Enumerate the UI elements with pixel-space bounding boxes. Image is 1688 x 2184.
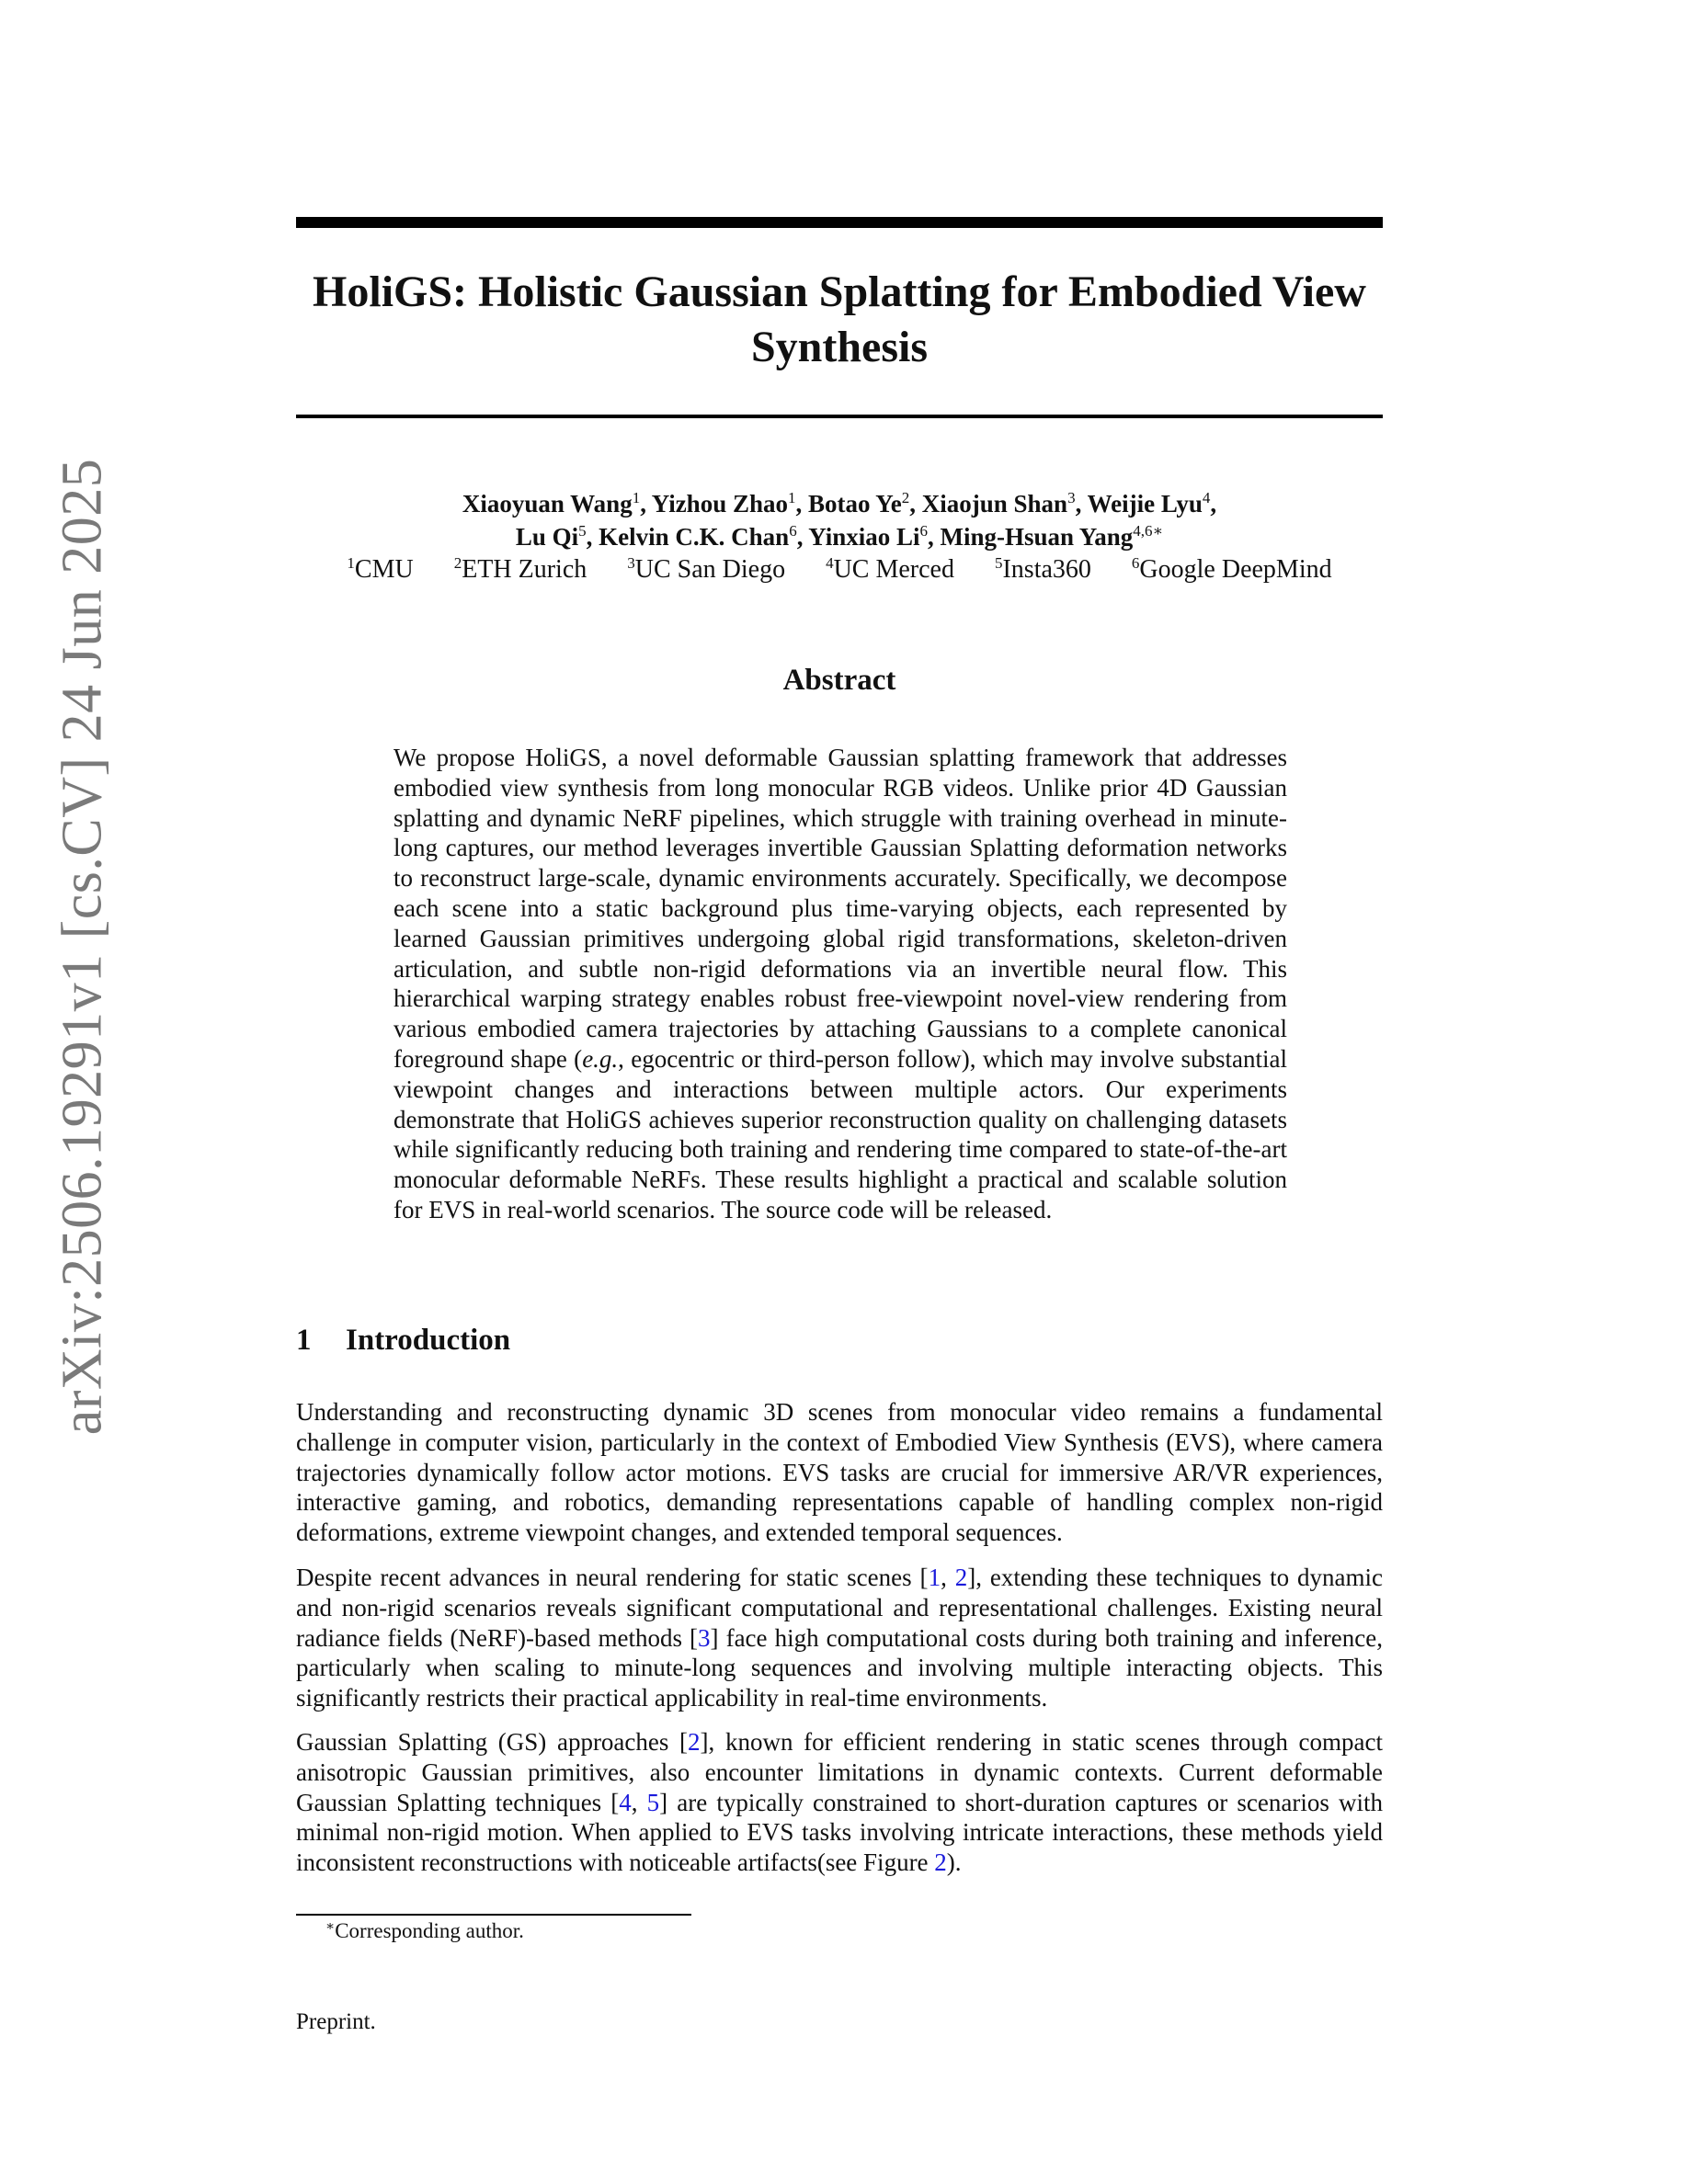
paragraph-text: , (631, 1788, 647, 1816)
abstract-eg: e.g. (582, 1044, 619, 1073)
title-rule-top (296, 217, 1383, 228)
affiliation (995, 553, 1091, 586)
author-affil-mark: 3 (1067, 489, 1076, 506)
affiliation-name: UC Merced (833, 555, 954, 584)
abstract-heading: Abstract (782, 664, 896, 697)
affiliation-mark: 3 (627, 554, 635, 572)
affiliation-mark: 4 (826, 554, 834, 572)
affiliation (454, 553, 587, 586)
section-heading (296, 1324, 510, 1358)
citation-link[interactable]: 4 (619, 1788, 632, 1816)
citation-link[interactable]: 3 (698, 1623, 711, 1652)
paragraph-text: ], extending these techniques to dynamic and non-rigid scenarios reveals significant computational and representational challenges. Existing neural radiance fields (NeRF)-based methods [ (296, 1564, 1384, 1652)
author-affil-mark: 1 (788, 489, 796, 506)
affiliation (627, 553, 785, 586)
affiliation-mark: 5 (994, 554, 1003, 572)
section-title: Introduction (346, 1324, 511, 1357)
affiliation-list (296, 553, 1383, 586)
paragraph-text: ] face high computational costs during both training and inference, particularly when scaling to minute-long sequences and involving multiple interacting objects. This significantly restricts their practical applicability in real-time environments. (296, 1623, 1383, 1712)
footnote-mark: ∗ (325, 1919, 336, 1934)
citation-link[interactable]: 5 (646, 1788, 660, 1816)
footnote-rule (296, 1914, 691, 1916)
author-affil-mark: 1 (632, 489, 641, 506)
author-affil-mark: 6 (789, 522, 797, 540)
citation-link[interactable]: 2 (954, 1564, 968, 1591)
author-list: Xiaoyuan Wang$^1$, Yizhou Zhao$^1$, Botao Ye$^2$, Xiaojun Shan$^3$, Weijie Lyu$^4$, Lu Qi$^5$, Kelvin C.K. Chan$^6$, Yinxiao Li$^6$, Ming-Hsuan Yang$^{4,6∗}$ (462, 489, 1217, 551)
paragraph-text: , (941, 1564, 955, 1591)
affiliation-mark: 1 (347, 554, 355, 572)
preprint-label: Preprint. (296, 2009, 376, 2034)
affiliation (1132, 553, 1332, 586)
intro-paragraph-2 (296, 1563, 1383, 1713)
footnote (325, 1919, 524, 1943)
intro-paragraph-1: Understanding and reconstructing dynamic 3D scenes from monocular video remains a fundamental challenge in computer vision, particularly in the context of Embodied View Synthesis (EVS), where camera trajectories dynamically follow actor motions. EVS tasks are crucial for immersive AR/VR experiences, interactive gaming, and robotics, demanding representations capable of handling complex non-rigid deformations, extreme viewpoint changes, and extended temporal sequences. (296, 1398, 1383, 1547)
affiliation (826, 553, 954, 586)
paragraph-text: ). (946, 1848, 962, 1877)
abstract-text-part: We propose HoliGS, a novel deformable Gaussian splatting framework that addresses embodied view synthesis from long monocular RGB videos. Unlike prior 4D Gaussian splatting and dynamic NeRF pipelines, which struggle with training overhead in minute-long captures, our method leverages invertible Gaussian Splatting deformation networks to reconstruct large-scale, dynamic environments accurately. Specifically, we decompose each scene into a static background plus time-varying objects, each represented by learned Gaussian primitives undergoing global rigid transformations, skeleton-driven articulation, and subtle non-rigid deformations via an invertible neural flow. This hierarchical warping strategy enables robust free-viewpoint novel-view rendering from various embodied camera trajectories by attaching Gaussians to a complete canonical foreground shape ( (393, 744, 1287, 1073)
affiliation-name: Insta360 (1002, 555, 1091, 584)
affiliation-name: UC San Diego (634, 555, 786, 584)
author-affil-mark: 5 (578, 522, 587, 540)
author-affil-mark: 4 (1202, 489, 1211, 506)
author-name: Weijie Lyu (1087, 490, 1203, 518)
author-name: Ming-Hsuan Yang (940, 523, 1134, 551)
affiliation-mark: 6 (1131, 554, 1140, 572)
intro-paragraph-3 (296, 1727, 1383, 1878)
affiliation-name: ETH Zurich (462, 555, 587, 584)
paragraph-text: ], known for efficient rendering in static scenes through compact anisotropic Gaussian primitives, also encounter limitations in dynamic contexts. Current deformable Gaussian Splatting techniques [ (296, 1728, 1383, 1816)
author-name: Xiaojun Shan (921, 490, 1068, 518)
section-number: 1 (296, 1324, 312, 1357)
author-affil-mark: 6 (919, 522, 928, 540)
affiliation (347, 553, 413, 586)
figure-reference-link[interactable]: 2 (934, 1848, 947, 1877)
author-name: Lu Qi (515, 523, 579, 551)
affiliation-name: CMU (354, 555, 414, 584)
abstract-text (393, 743, 1287, 1225)
abstract-text-part: , egocentric or third-person follow), which may involve substantial viewpoint changes and interactions between multiple actors. Our experiments demonstrate that HoliGS achieves superior reconstruction quality on challenging datasets while significantly reducing both training and rendering time compared to state-of-the-art monocular deformable NeRFs. These results highlight a practical and scalable solution for EVS in real-world scenarios. The source code will be released. (393, 1044, 1287, 1223)
author-name: Botao Ye (808, 490, 902, 518)
author-name: Yinxiao Li (808, 523, 920, 551)
citation-link[interactable]: 2 (688, 1728, 701, 1756)
title-rule-bottom (296, 415, 1383, 418)
affiliation-name: Google DeepMind (1139, 555, 1332, 584)
paper-title: HoliGS: Holistic Gaussian Splatting for Embodied View Synthesis (313, 267, 1366, 371)
paragraph-text: ] are typically constrained to short-duration captures or scenarios with minimal non-rigid motion. When applied to EVS tasks involving intricate interactions, these methods yield inconsistent reconstructions with noticeable artifacts(see Figure (296, 1788, 1383, 1877)
author-name: Yizhou Zhao (651, 490, 788, 518)
citation-link[interactable]: 1 (928, 1564, 941, 1591)
paragraph-text: Gaussian Splatting (GS) approaches [ (296, 1728, 689, 1756)
affiliation-mark: 2 (453, 554, 462, 572)
footnote-text: Corresponding author. (335, 1919, 524, 1942)
arxiv-identifier: arXiv:2506.19291v1 [cs.CV] 24 Jun 2025 (51, 458, 114, 1436)
author-name: Xiaoyuan Wang (462, 490, 633, 518)
author-affil-mark: 2 (901, 489, 910, 506)
author-name: Kelvin C.K. Chan (599, 523, 790, 551)
paragraph-text: Despite recent advances in neural rendering for static scenes [ (296, 1564, 929, 1591)
author-affil-mark: 4,6∗ (1133, 522, 1164, 540)
